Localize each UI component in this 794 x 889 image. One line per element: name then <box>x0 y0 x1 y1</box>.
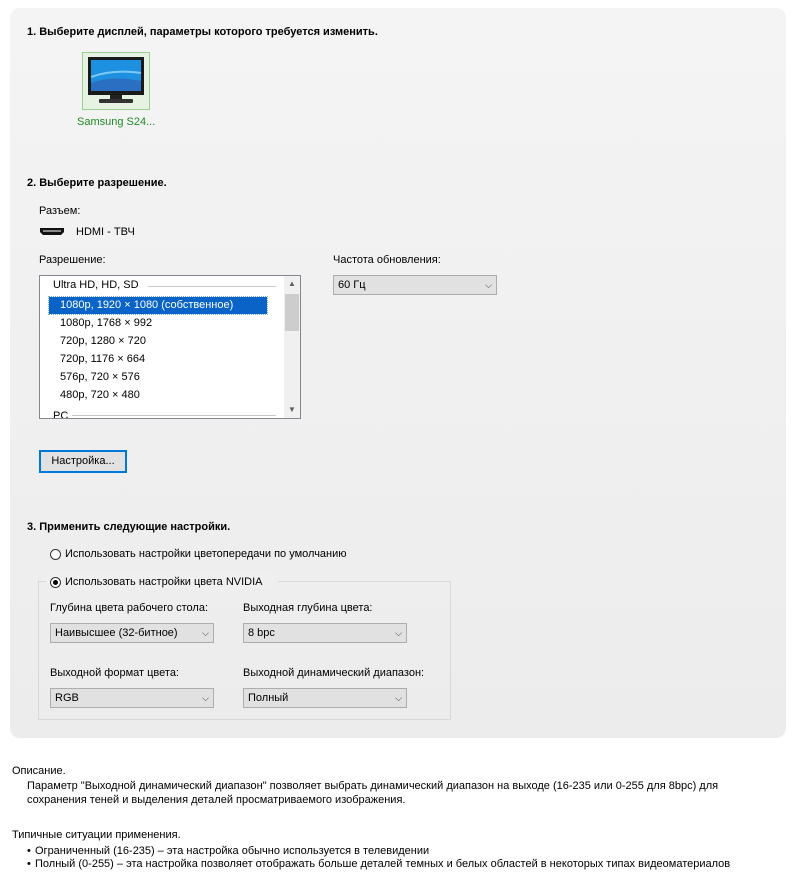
desktop-depth-label: Глубина цвета рабочего стола: <box>50 602 209 614</box>
refresh-label: Частота обновления: <box>333 254 441 266</box>
desktop-depth-select[interactable] <box>50 623 214 643</box>
bullet-icon: • <box>27 858 31 870</box>
resolution-group-header: Ultra HD, HD, SD <box>53 279 139 291</box>
group-divider <box>72 415 276 416</box>
output-format-label: Выходной формат цвета: <box>50 667 179 679</box>
output-range-value: Полный <box>248 692 289 704</box>
description-line2: сохранения теней и выделения деталей просматриваемого изображения. <box>27 794 406 806</box>
resolution-item[interactable]: 480p, 720 × 480 <box>60 389 140 401</box>
chevron-down-icon: ⌵ <box>395 628 402 638</box>
scroll-up-icon[interactable]: ▲ <box>288 279 296 288</box>
section1-title: 1. Выберите дисплей, параметры которого требуется изменить. <box>27 26 378 38</box>
radio-nvidia-label[interactable]: Использовать настройки цвета NVIDIA <box>65 576 263 588</box>
scroll-down-icon[interactable]: ▼ <box>288 405 296 414</box>
bullet-icon: • <box>27 845 31 857</box>
description-title: Описание. <box>12 765 66 777</box>
group-divider <box>148 286 276 287</box>
radio-selected-dot <box>53 580 58 585</box>
section2-title: 2. Выберите разрешение. <box>27 177 167 189</box>
typical-title: Типичные ситуации применения. <box>12 829 181 841</box>
resolution-scrollbar[interactable] <box>284 276 300 418</box>
typical-item: Полный (0-255) – эта настройка позволяет отображать больше деталей темных и белых областей в некоторых типах видеоматериалов <box>35 858 731 870</box>
resolution-label: Разрешение: <box>39 254 106 266</box>
refresh-rate-value: 60 Гц <box>338 279 366 291</box>
resolution-item[interactable]: 1080p, 1920 × 1080 (собственное) <box>49 297 267 314</box>
chevron-down-icon: ⌵ <box>485 280 492 290</box>
connector-value: HDMI - ТВЧ <box>76 226 135 238</box>
refresh-rate-select[interactable] <box>333 275 497 295</box>
desktop-depth-value: Наивысшее (32-битное) <box>55 627 178 639</box>
output-range-label: Выходной динамический диапазон: <box>243 667 425 679</box>
output-range-select[interactable] <box>243 688 407 708</box>
output-depth-label: Выходная глубина цвета: <box>243 602 373 614</box>
resolution-item[interactable]: 720p, 1280 × 720 <box>60 335 146 347</box>
resolution-list[interactable] <box>39 275 301 419</box>
chevron-down-icon: ⌵ <box>202 693 209 703</box>
radio-nvidia[interactable] <box>50 577 61 588</box>
display-tile[interactable] <box>82 52 150 110</box>
output-depth-value: 8 bpc <box>248 627 275 639</box>
output-depth-select[interactable] <box>243 623 407 643</box>
resolution-group-header-pc: PC <box>53 410 69 419</box>
display-label: Samsung S24... <box>77 116 156 128</box>
resolution-item[interactable]: 1080p, 1768 × 992 <box>60 317 153 329</box>
scroll-thumb[interactable] <box>285 294 299 331</box>
resolution-item[interactable]: 720p, 1176 × 664 <box>60 353 146 365</box>
typical-item: Ограниченный (16-235) – эта настройка обычно используется в телевидении <box>35 845 430 857</box>
description-line1: Параметр "Выходной динамический диапазон" позволяет выбрать динамический диапазон на выходе (16-235 или 0-255 для 8bpc) для <box>27 780 719 792</box>
connector-label: Разъем: <box>39 205 81 217</box>
hdmi-icon <box>40 228 64 235</box>
monitor-icon <box>83 53 149 109</box>
chevron-down-icon: ⌵ <box>395 693 402 703</box>
radio-default[interactable] <box>50 549 61 560</box>
output-format-select[interactable] <box>50 688 214 708</box>
resolution-item[interactable]: 576p, 720 × 576 <box>60 371 140 383</box>
customize-button[interactable]: Настройка... <box>39 450 127 473</box>
output-format-value: RGB <box>55 692 79 704</box>
radio-default-label[interactable]: Использовать настройки цветопередачи по умолчанию <box>65 548 347 560</box>
chevron-down-icon: ⌵ <box>202 628 209 638</box>
section3-title: 3. Применить следующие настройки. <box>27 521 231 533</box>
